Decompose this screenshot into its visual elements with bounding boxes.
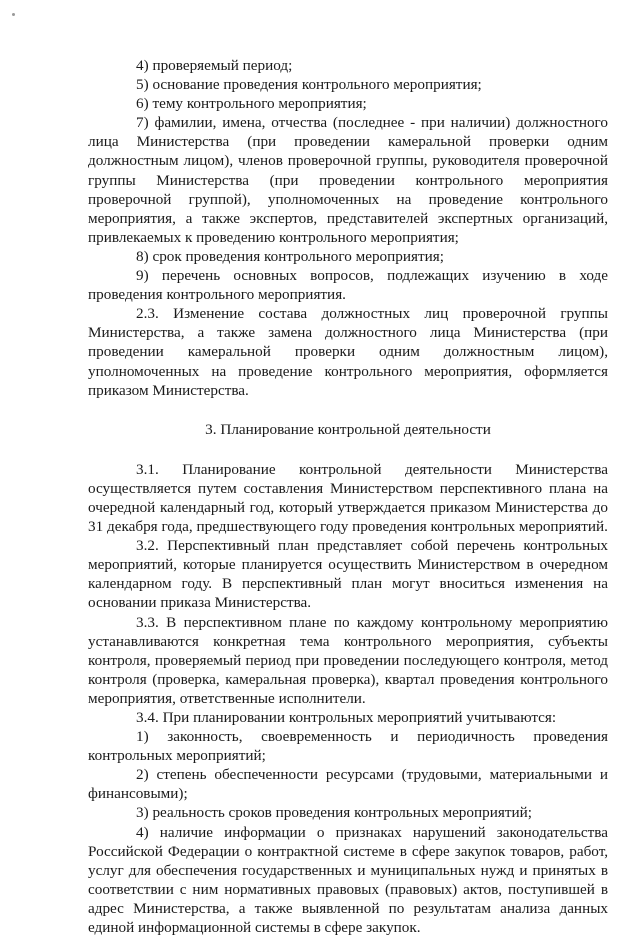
document-body bbox=[88, 56, 608, 937]
paragraph-3-2: 3.2. Перспективный план представляет собой перечень контрольных мероприятий, которые планируется осуществить Министерством в очередном календарном году. В перспективный план могут вноситься изменения на основании приказа Министерства. bbox=[88, 537, 608, 612]
paragraph-item-7: 7) фамилии, имена, отчества (последнее - при наличии) должностного лица Министерства (при проведении камеральной проверки одним должностным лицом), членов проверочной группы, руководителя проверочной группы Министерства (при проведении контрольного мероприятия проверочной группой), уполномоченных на проведение контрольного мероприятия, а также экспертов, представителей экспертных организаций, привлекаемых к проведению контрольного мероприятия; bbox=[88, 114, 608, 246]
paragraph-item-8: 8) срок проведения контрольного мероприятия; bbox=[136, 247, 444, 265]
section-heading: 3. Планирование контрольной деятельности bbox=[205, 420, 491, 438]
scan-speck bbox=[12, 13, 15, 16]
paragraph-item-4: 4) проверяемый период; bbox=[136, 57, 293, 74]
paragraph-item-6: 6) тему контрольного мероприятия; bbox=[136, 95, 367, 113]
paragraph-3-4: 3.4. При планировании контрольных мероприятий учитываются: bbox=[136, 709, 557, 726]
paragraph-3-3: 3.3. В перспективном плане по каждому контрольному мероприятию устанавливаются конкретная тема контрольного мероприятия, субъекты контроля, проверяемый период при проведении последующего контроля, метод контроля (проверка, камеральная проверка), квартал проведения контрольного мероприятия, ответственные исполнители. bbox=[88, 613, 608, 707]
paragraph-item-9: 9) перечень основных вопросов, подлежащих изучению в ходе проведения контрольного мероприятия. bbox=[88, 267, 608, 304]
paragraph-item-5: 5) основание проведения контрольного мероприятия; bbox=[136, 76, 482, 94]
paragraph-3-4-item-2: 2) степень обеспеченности ресурсами (трудовыми, материальными и финансовыми); bbox=[88, 766, 608, 803]
paragraph-3-1: 3.1. Планирование контрольной деятельности Министерства осуществляется путем составления Министерством перспективного плана на очередной календарный год, который утверждается приказом Министерства до 31 декабря года, предшествующего году проведения контрольных мероприятий. bbox=[88, 460, 608, 536]
paragraph-3-4-item-3: 3) реальность сроков проведения контрольных мероприятий; bbox=[136, 804, 532, 822]
paragraph-3-4-item-1: 1) законность, своевременность и периодичность проведения контрольных мероприятий; bbox=[88, 728, 608, 765]
paragraph-2-3: 2.3. Изменение состава должностных лиц проверочной группы Министерства, а также замена должностного лица Министерства (при проведении камеральной проверки одним должностным лицом), уполномоченных на проведение контрольного мероприятия, оформляется приказом Министерства. bbox=[88, 305, 608, 399]
paragraph-3-4-item-4: 4) наличие информации о признаках нарушений законодательства Российской Федерации о контрактной системе в сфере закупок товаров, работ, услуг для обеспечения государственных и муниципальных нужд и принятых в соответствии с ним нормативных правовых (правовых) актов, поступившей в адрес Министерства, а также выявленной по результатам анализа данных единой информационной системы в сфере закупок. bbox=[88, 823, 608, 937]
